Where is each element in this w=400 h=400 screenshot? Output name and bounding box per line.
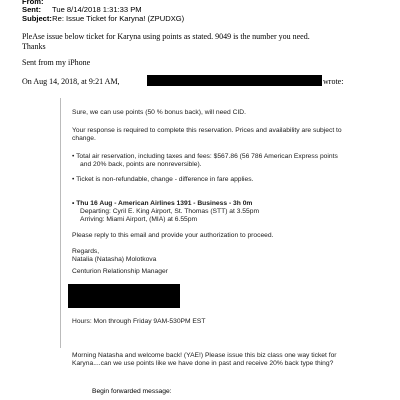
subject-row [22, 14, 184, 23]
message-line-1: Morning Natasha and welcome back! (YAE!) Please issue this biz class one way ticket for [72, 352, 337, 359]
quoted-p2-line2: change. [72, 135, 96, 142]
forwarded-label: Begin forwarded message: [92, 388, 172, 395]
from-label: From: [22, 0, 44, 6]
bullet-total-line1: • Total air reservation, including taxes and fees: $567.86 (56 786 American Express points [72, 153, 338, 160]
quote-intro-right: wrote: [323, 77, 344, 86]
regards: Regards, [72, 248, 100, 255]
sent-row [22, 5, 142, 14]
message-line-2: Karyna....can we use points like we have done in past and receive 20% back type thing? [72, 360, 334, 367]
sent-label: Sent: [22, 5, 41, 14]
redaction-contact [68, 284, 180, 308]
bullet-ticket: • Ticket is non-refundable, change - difference in fare applies. [72, 176, 254, 183]
flight-arriving: Arriving: Miami Airport, (MIA) at 6.55pm [80, 216, 198, 223]
subject-label: Subject: [22, 14, 52, 23]
subject-value: Re: Issue Ticket for Karyna! (ZPUDXG) [52, 14, 185, 23]
agent-name: Natalia (Natasha) Molotkova [72, 256, 157, 263]
reply-line-1: PleAse issue below ticket for Karyna using points as stated. 9049 is the number you need. [22, 32, 310, 41]
agent-role: Centurion Relationship Manager [72, 268, 168, 275]
sent-value: Tue 8/14/2018 1:31:33 PM [51, 5, 142, 14]
signature: Sent from my iPhone [22, 58, 91, 67]
quote-intro [22, 77, 120, 87]
hours: Hours: Mon through Friday 9AM-530PM EST [72, 318, 206, 325]
quote-intro-left: On Aug 14, 2018, at 9:21 AM, [22, 77, 120, 86]
bullet-total-line2: and 20% back, points are nonreversible). [80, 161, 202, 168]
flight-title-text: • Thu 16 Aug - American Airlines 1391 - Business - 3h 0m [72, 200, 253, 207]
redaction-sender [147, 75, 322, 86]
quoted-p1: Sure, we can use points (50 % bonus back), will need CID. [72, 109, 246, 116]
quoted-p2-line1: Your response is required to complete this reservation. Prices and availability are subject to [72, 127, 342, 134]
reply-line-2: Thanks [22, 42, 46, 51]
reply-request: Please reply to this email and provide your authorization to proceed. [72, 232, 274, 239]
flight-departing: Departing: Cyril E. King Airport, St. Thomas (STT) at 3.55pm [80, 208, 260, 215]
